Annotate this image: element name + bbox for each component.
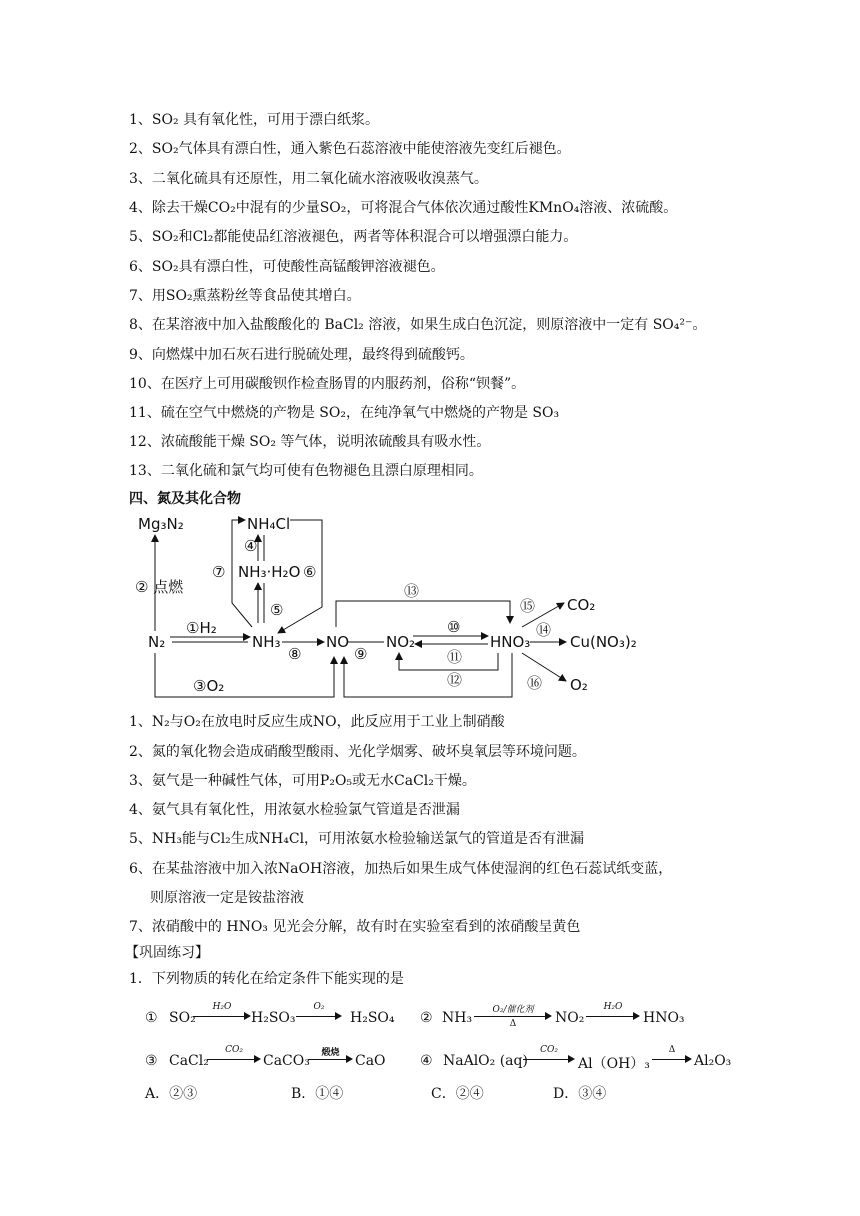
arrow-loop-13 — [336, 601, 510, 627]
species-no2: NO₂ — [386, 633, 416, 651]
list-item: 8、在某溶液中加入盐酸酸化的 BaCl₂ 溶液，如果生成白色沉淀，则原溶液中一定有 SO₄²⁻。 — [129, 317, 707, 333]
species-mg3n2: Mg₃N₂ — [138, 515, 184, 533]
label-10: ⑩ — [447, 618, 461, 636]
list-item: 7、用SO₂熏蒸粉丝等食品使其增白。 — [129, 288, 361, 304]
list-item: 1、SO₂ 具有氧化性，可用于漂白纸浆。 — [129, 112, 380, 128]
label-1: ①H₂ — [186, 619, 217, 637]
list-item: 12、浓硫酸能干燥 SO₂ 等气体，说明浓硫酸具有吸水性。 — [129, 434, 491, 450]
species-no: NO — [326, 633, 350, 651]
nitrogen-conversion-diagram — [0, 505, 860, 705]
section-title: 四、氮及其化合物 — [129, 491, 241, 507]
species-co2: CO₂ — [567, 596, 596, 614]
species-nh4cl: NH₄Cl — [247, 515, 291, 533]
species-o2: O₂ — [570, 676, 588, 694]
arrow-loop-3 — [155, 653, 334, 697]
list-item: 13、二氧化硫和氯气均可使有色物褪色且漂白原理相同。 — [129, 463, 483, 479]
option-b[interactable]: B．①④ — [291, 1086, 344, 1102]
rxn3-arrow2 — [308, 1048, 353, 1065]
list-item: 2、SO₂气体具有漂白性，通入紫色石蕊溶液中能使溶液先变红后褪色。 — [129, 141, 571, 157]
rxn2-intermediate: NO₂ — [555, 1010, 585, 1026]
list-item: 11、硫在空气中燃烧的产物是 SO₂，在纯净氧气中燃烧的产物是 SO₃ — [129, 405, 560, 421]
list-item: 5、SO₂和Cl₂都能使品红溶液褪色，两者等体积混合可以增强漂白能力。 — [129, 229, 578, 245]
rxn1-product: H₂SO₄ — [350, 1010, 395, 1026]
list-item: 6、SO₂具有漂白性，可使酸性高锰酸钾溶液褪色。 — [129, 259, 445, 275]
list-item: 3、氨气是一种碱性气体，可用P₂O₅或无水CaCl₂干燥。 — [129, 773, 476, 789]
list-item: 10、在医疗上可用碳酸钡作检查肠胃的内服药剂，俗称“钡餐”。 — [129, 376, 526, 392]
rxn4-arrow1 — [523, 1045, 575, 1065]
label-14: ⑭ — [536, 621, 552, 639]
rxn2-number: ② — [420, 1010, 433, 1026]
label-4: ④ — [244, 537, 258, 555]
rxn3-reactant: CaCl₂ — [169, 1053, 209, 1069]
rxn1-arrow2 — [296, 1002, 342, 1022]
rxn3-intermediate: CaCO₃ — [263, 1053, 310, 1069]
rxn3-condition2: 煅烧 — [321, 1048, 340, 1058]
question-text: 1．下列物质的转化在给定条件下能实现的是 — [129, 971, 404, 987]
rxn3-product: CaO — [355, 1053, 386, 1069]
rxn1-number: ① — [145, 1010, 158, 1026]
rxn2-product: HNO₃ — [643, 1010, 685, 1026]
label-11: ⑪ — [447, 648, 463, 666]
rxn1-condition1: H₂O — [212, 1002, 232, 1012]
rxn3-condition1: CO₂ — [225, 1045, 243, 1055]
list-item: 4、氨气具有氧化性，用浓氨水检验氯气管道是否泄漏 — [129, 802, 460, 818]
practice-header: 【巩固练习】 — [125, 945, 209, 961]
option-d[interactable]: D．③④ — [553, 1086, 607, 1102]
list-item: 6、在某盐溶液中加入浓NaOH溶液，加热后如果生成气体使湿润的红色石蕊试纸变蓝， — [129, 861, 673, 877]
species-cuno3: Cu(NO₃)₂ — [570, 633, 637, 651]
label-13: ⑬ — [404, 582, 420, 600]
label-7: ⑦ — [212, 563, 226, 581]
arrow-hno3-no — [344, 653, 512, 697]
rxn4-reactant: NaAlO₂ (aq) — [443, 1053, 528, 1069]
rxn2-reactant: NH₃ — [442, 1010, 473, 1026]
rxn4-intermediate: Al（OH）₃ — [578, 1056, 650, 1072]
label-6: ⑥ — [303, 563, 317, 581]
rxn2-arrow2 — [586, 1002, 640, 1022]
rxn1-intermediate: H₂SO₃ — [251, 1010, 296, 1026]
list-item: 2、氮的氧化物会造成硝酸型酸雨、光化学烟雾、破坏臭氧层等环境问题。 — [129, 744, 586, 760]
rxn4-product: Al₂O₃ — [694, 1053, 732, 1069]
species-nh3h2o: NH₃·H₂O — [238, 563, 301, 581]
rxn4-arrow2 — [652, 1045, 692, 1065]
label-12: ⑫ — [447, 671, 463, 689]
label-8: ⑧ — [288, 645, 302, 663]
label-3: ③O₂ — [193, 677, 225, 695]
list-item: 1、N₂与O₂在放电时反应生成NO，此反应用于工业上制硝酸 — [129, 714, 505, 730]
rxn4-number: ④ — [420, 1053, 433, 1069]
rxn1-arrow1 — [193, 1002, 251, 1022]
species-nh3: NH₃ — [252, 633, 281, 651]
rxn1-reactant: SO₂ — [169, 1010, 196, 1026]
rxn1-condition2: O₂ — [313, 1002, 325, 1012]
list-item: 4、除去干燥CO₂中混有的少量SO₂，可将混合气体依次通过酸性KMnO₄溶液、浓硫酸。 — [129, 200, 678, 216]
list-item: 则原溶液一定是铵盐溶液 — [150, 890, 304, 906]
option-c[interactable]: C．②④ — [431, 1086, 484, 1102]
label-5: ⑤ — [270, 601, 284, 619]
rxn2-condition1-below: Δ — [509, 1019, 517, 1029]
label-9: ⑨ — [354, 645, 368, 663]
list-item: 7、浓硝酸中的 HNO₃ 见光会分解，故有时在实验室看到的浓硝酸呈黄色 — [129, 919, 581, 935]
list-item: 5、NH₃能与Cl₂生成NH₄Cl，可用浓氨水检验输送氯气的管道是否有泄漏 — [129, 831, 585, 847]
species-hno3: HNO₃ — [490, 633, 531, 651]
species-n2: N₂ — [148, 633, 166, 651]
rxn2-arrow1 — [474, 1005, 552, 1029]
rxn3-arrow1 — [207, 1045, 261, 1065]
rxn2-condition1: O₂/催化剂 — [492, 1005, 534, 1015]
label-16: ⑯ — [527, 674, 543, 692]
rxn2-condition2: H₂O — [603, 1002, 623, 1012]
label-15: ⑮ — [520, 597, 536, 615]
rxn3-number: ③ — [145, 1053, 158, 1069]
rxn4-condition2: Δ — [668, 1045, 676, 1055]
option-a[interactable]: A．②③ — [145, 1086, 198, 1102]
list-item: 3、二氧化硫具有还原性，用二氧化硫水溶液吸收溴蒸气。 — [129, 171, 488, 187]
label-2: ② 点燃 — [135, 578, 184, 596]
list-item: 9、向燃煤中加石灰石进行脱硫处理，最终得到硫酸钙。 — [129, 347, 474, 363]
rxn4-condition1: CO₂ — [540, 1045, 558, 1055]
